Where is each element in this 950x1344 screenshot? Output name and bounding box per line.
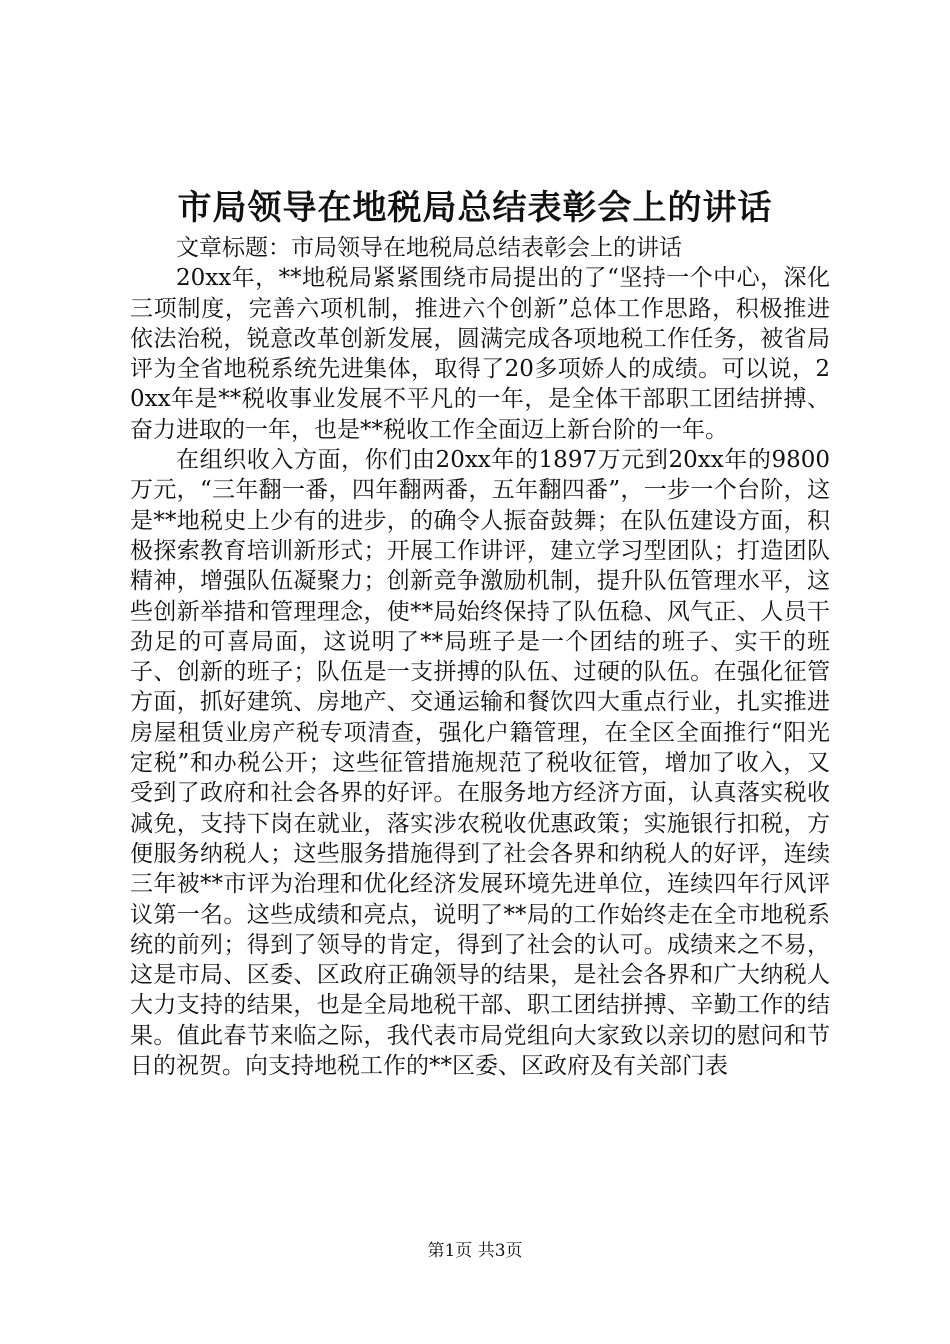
paragraph-intro: 20xx年，**地税局紧紧围绕市局提出的了“坚持一个中心，深化三项制度，完善六项机制，推进六个创新”总体工作思路，积极推进依法治税，锐意改革创新发展，圆满完成各项地税工作任务，被省局评为全省地税系统先进集体，取得了20多项娇人的成绩。可以说，20xx年是**税收事业发展不平凡的一年，是全体干部职工团结拼搏、奋力进取的一年，也是**税收工作全面迈上新台阶的一年。 bbox=[130, 265, 830, 443]
document-title: 市局领导在地税局总结表彰会上的讲话 bbox=[177, 188, 773, 228]
page-footer: 第1页 共3页 bbox=[427, 1241, 523, 1261]
document-body bbox=[130, 233, 830, 1081]
paragraph-article-title: 文章标题：市局领导在地税局总结表彰会上的讲话 bbox=[176, 235, 682, 261]
paragraph-achievements: 在组织收入方面，你们由20xx年的1897万元到20xx年的9800万元，“三年翻一番，四年翻两番，五年翻四番”，一步一个台阶，这是**地税史上少有的进步，的确令人振奋鼓舞；在队伍建设方面，积极探索教育培训新形式；开展工作讲评，建立学习型团队；打造团队精神，增强队伍凝聚力；创新竞争激励机制，提升队伍管理水平，这些创新举措和管理理念，使**局始终保持了队伍稳、风气正、人员干劲足的可喜局面，这说明了**局班子是一个团结的班子、实干的班子、创新的班子；队伍是一支拼搏的队伍、过硬的队伍。在强化征管方面，抓好建筑、房地产、交通运输和餐饮四大重点行业，扎实推进房屋租赁业房产税专项清查，强化户籍管理，在全区全面推行“阳光定税”和办税公开；这些征管措施规范了税收征管，增加了收入，又受到了政府和社会各界的好评。在服务地方经济方面，认真落实税收减免，支持下岗在就业，落实涉农税收优惠政策；实施银行扣税，方便服务纳税人；这些服务措施得到了社会各界和纳税人的好评，连续三年被**市评为治理和优化经济发展环境先进单位，连续四年行风评议第一名。这些成绩和亮点，说明了**局的工作始终走在全市地税系统的前列；得到了领导的肯定，得到了社会的认可。成绩来之不易，这是市局、区委、区政府正确领导的结果，是社会各界和广大纳税人大力支持的结果，也是全局地税干部、职工团结拼搏、辛勤工作的结果。值此春节来临之际，我代表市局党组向大家致以亲切的慰问和节日的祝贺。向支持地税工作的**区委、区政府及有关部门表 bbox=[130, 447, 830, 1080]
